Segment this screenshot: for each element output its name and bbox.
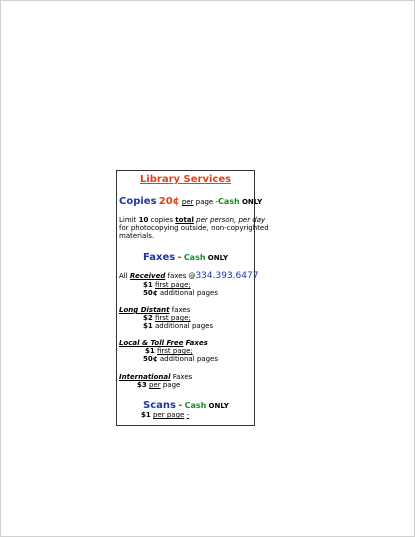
copies-cash: Cash (217, 197, 240, 206)
long-distant-additional: additional pages (154, 322, 214, 330)
local-additional: additional pages (159, 355, 218, 363)
scans-only: ONLY (208, 402, 229, 410)
scans-cash: Cash (184, 401, 207, 410)
local-label: Local & Toll Free (119, 339, 184, 347)
copies-limit-line3: materials. (119, 232, 155, 240)
long-distant-first-line (143, 314, 191, 322)
long-distant-faxes: faxes (171, 306, 191, 314)
long-distant-price: $2 (143, 314, 153, 322)
copies-limit-line2: for photocopying outside, non-copyrighted (119, 224, 269, 232)
international-price-line (137, 381, 180, 389)
faxes-cash: Cash (183, 253, 206, 262)
long-distant-first: first page; (154, 314, 191, 322)
long-distant-additional-price: $1 (143, 322, 153, 330)
local-price: $1 (145, 347, 155, 355)
received-label: Received (129, 272, 166, 280)
received-faxes: faxes @ (167, 272, 196, 280)
international-label: International (119, 373, 171, 381)
local-first: first page; (156, 347, 193, 355)
scans-dash: - (178, 400, 183, 411)
copies-limit-line1 (119, 216, 265, 224)
limit-total: total (175, 216, 194, 224)
local-line (119, 339, 208, 347)
scans-price-line (141, 411, 189, 419)
scans-label: Scans (143, 400, 176, 411)
received-line (119, 272, 258, 280)
flyer-title: Library Services (139, 174, 232, 185)
copies-heading (119, 196, 262, 208)
scans-trail: - (186, 411, 190, 419)
limit-copies: copies (150, 216, 174, 224)
fax-number: 334.393.6477 (195, 271, 259, 281)
international-page: page (162, 381, 181, 389)
received-additional-line (143, 289, 218, 297)
long-distant-additional-line (143, 322, 213, 330)
international-per: per (148, 381, 161, 389)
local-additional-line (143, 355, 218, 363)
received-all: All (119, 272, 128, 280)
local-first-line (145, 347, 193, 355)
scans-price: $1 (141, 411, 151, 419)
local-additional-price: 50¢ (143, 355, 158, 363)
faxes-dash: - (177, 252, 182, 263)
received-additional-price: 50¢ (143, 289, 158, 297)
international-line (119, 373, 192, 381)
copies-label: Copies (119, 196, 157, 207)
local-faxes: Faxes (185, 339, 208, 347)
copies-per: per (181, 198, 194, 206)
scans-per-page: per page (152, 411, 185, 419)
limit-count: 10 (138, 216, 149, 224)
faxes-only: ONLY (207, 254, 229, 262)
copies-only: ONLY (241, 198, 263, 206)
received-first-line (143, 281, 191, 289)
limit-per-person: per person, per day (196, 216, 266, 224)
library-services-flyer (116, 170, 269, 426)
received-price: $1 (143, 281, 153, 289)
international-price: $3 (137, 381, 147, 389)
international-faxes: Faxes (172, 373, 193, 381)
long-distant-label: Long Distant (119, 306, 170, 314)
copies-page: page - (195, 198, 218, 206)
limit-text: Limit (119, 216, 137, 224)
received-additional: additional pages (159, 289, 218, 297)
copies-price: 20¢ (158, 196, 180, 207)
faxes-label: Faxes (143, 252, 176, 263)
long-distant-line (119, 306, 190, 314)
received-first: first page; (154, 281, 191, 289)
faxes-heading (143, 252, 228, 264)
